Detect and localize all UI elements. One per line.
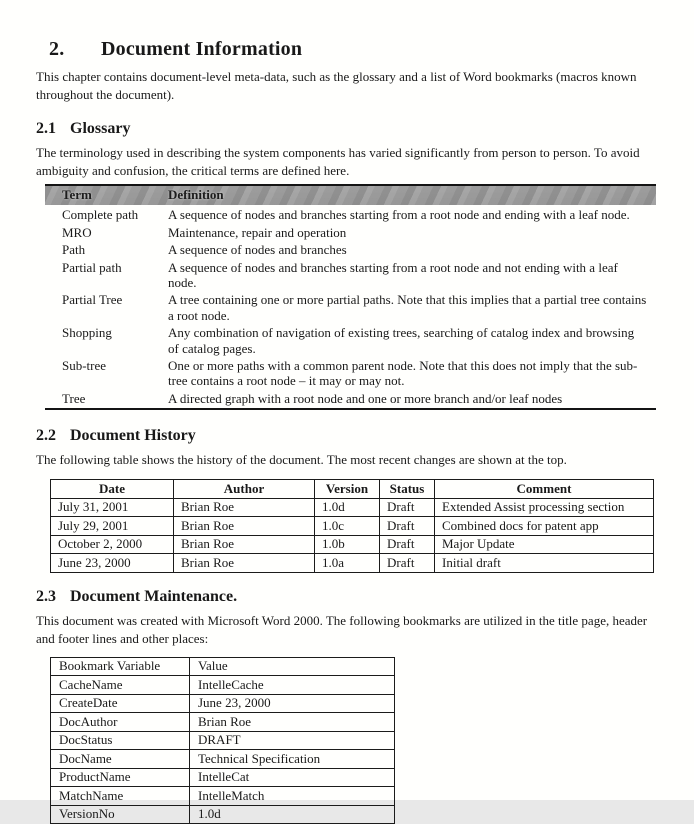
glossary-row bbox=[45, 391, 656, 406]
glossary-header-definition: Definition bbox=[168, 187, 224, 202]
bookmark-header-value: Value bbox=[190, 657, 395, 676]
glossary-definition: A directed graph with a root node and one or more branch and/or leaf nodes bbox=[168, 390, 563, 406]
glossary-definition: A sequence of nodes and branches starting from a root node and not ending with a leaf node. bbox=[168, 259, 618, 290]
history-status-cell: Draft bbox=[380, 554, 435, 573]
glossary-row bbox=[45, 358, 656, 389]
section-heading-document-information bbox=[49, 38, 658, 61]
table-row bbox=[51, 768, 395, 787]
glossary-row bbox=[45, 207, 656, 222]
bookmark-value-cell: IntelleMatch bbox=[190, 787, 395, 806]
glossary-intro-paragraph: The terminology used in describing the system components has varied significantly from person to person. To avoid ambiguity and confusion, the critical terms are defined here. bbox=[36, 145, 640, 178]
history-version-cell: 1.0b bbox=[315, 535, 380, 554]
glossary-row bbox=[45, 260, 656, 291]
section-title: Document Maintenance. bbox=[70, 587, 238, 605]
history-date-cell: June 23, 2000 bbox=[51, 554, 174, 573]
bookmark-variable-cell: ProductName bbox=[51, 768, 190, 787]
document-history-table bbox=[50, 479, 654, 573]
glossary-term: MRO bbox=[62, 224, 92, 240]
history-header-date: Date bbox=[51, 480, 174, 499]
history-version-cell: 1.0c bbox=[315, 517, 380, 536]
table-row bbox=[51, 676, 395, 695]
glossary-term: Partial path bbox=[62, 259, 122, 275]
history-author-cell: Brian Roe bbox=[174, 554, 315, 573]
table-row bbox=[51, 750, 395, 769]
table-header-row bbox=[51, 480, 654, 499]
glossary-row bbox=[45, 242, 656, 257]
section-heading-document-maintenance bbox=[36, 588, 658, 606]
bookmark-value-cell: 1.0d bbox=[190, 805, 395, 824]
history-author-cell: Brian Roe bbox=[174, 517, 315, 536]
section-title: Document History bbox=[70, 427, 196, 445]
section-number: 2.1 bbox=[36, 120, 56, 137]
section-heading-glossary bbox=[36, 120, 658, 138]
history-date-cell: July 31, 2001 bbox=[51, 498, 174, 517]
glossary-row bbox=[45, 292, 656, 323]
glossary-header-term: Term bbox=[62, 187, 92, 202]
bookmark-variable-cell: CacheName bbox=[51, 676, 190, 695]
bookmark-variable-cell: DocName bbox=[51, 750, 190, 769]
table-row bbox=[51, 805, 395, 824]
table-row bbox=[51, 694, 395, 713]
history-comment-cell: Extended Assist processing section bbox=[435, 498, 654, 517]
bookmark-value-cell: Technical Specification bbox=[190, 750, 395, 769]
section-title: Document Information bbox=[101, 38, 303, 60]
glossary-table bbox=[45, 184, 656, 410]
glossary-definition: A sequence of nodes and branches bbox=[168, 242, 347, 258]
bookmark-value-cell: Brian Roe bbox=[190, 713, 395, 732]
table-row bbox=[51, 713, 395, 732]
table-header-row bbox=[51, 657, 395, 676]
section-number: 2.3 bbox=[36, 587, 56, 605]
history-status-cell: Draft bbox=[380, 498, 435, 517]
bookmark-value-cell: IntelleCache bbox=[190, 676, 395, 695]
bookmark-value-cell: DRAFT bbox=[190, 731, 395, 750]
glossary-term: Tree bbox=[62, 390, 86, 406]
table-row bbox=[51, 517, 654, 536]
document-maintenance-paragraph: This document was created with Microsoft Word 2000. The following bookmarks are utilized in the title page, header and footer lines and other places: bbox=[36, 612, 648, 646]
glossary-term: Shopping bbox=[62, 325, 112, 341]
history-author-cell: Brian Roe bbox=[174, 498, 315, 517]
glossary-definition: A sequence of nodes and branches starting from a root node and ending with a leaf node. bbox=[168, 207, 630, 223]
history-status-cell: Draft bbox=[380, 535, 435, 554]
history-date-cell: October 2, 2000 bbox=[51, 535, 174, 554]
glossary-definition: A tree containing one or more partial paths. Note that this implies that a partial tree contains a root node. bbox=[168, 292, 647, 323]
glossary-term: Sub-tree bbox=[62, 357, 107, 373]
history-comment-cell: Initial draft bbox=[435, 554, 654, 573]
glossary-row bbox=[45, 325, 656, 356]
bookmark-variable-cell: DocAuthor bbox=[51, 713, 190, 732]
section-title: Glossary bbox=[70, 120, 131, 137]
glossary-table-header bbox=[45, 184, 656, 205]
section-heading-document-history bbox=[36, 427, 658, 445]
history-version-cell: 1.0a bbox=[315, 554, 380, 573]
bookmark-variable-cell: CreateDate bbox=[51, 694, 190, 713]
glossary-definition: Maintenance, repair and operation bbox=[168, 224, 347, 240]
history-header-status: Status bbox=[380, 480, 435, 499]
table-row bbox=[51, 731, 395, 750]
history-comment-cell: Major Update bbox=[435, 535, 654, 554]
table-row bbox=[51, 498, 654, 517]
history-status-cell: Draft bbox=[380, 517, 435, 536]
bookmark-value-cell: IntelleCat bbox=[190, 768, 395, 787]
bookmark-variable-cell: MatchName bbox=[51, 787, 190, 806]
history-date-cell: July 29, 2001 bbox=[51, 517, 174, 536]
section-number: 2.2 bbox=[36, 427, 56, 445]
document-history-paragraph: The following table shows the history of the document. The most recent changes are shown at the top. bbox=[36, 452, 567, 468]
bookmark-header-variable: Bookmark Variable bbox=[51, 657, 190, 676]
section-number: 2. bbox=[49, 38, 65, 60]
bookmark-variable-cell: DocStatus bbox=[51, 731, 190, 750]
bookmark-value-cell: June 23, 2000 bbox=[190, 694, 395, 713]
glossary-definition: Any combination of navigation of existing trees, searching of catalog index and browsing of catalog pages. bbox=[168, 325, 635, 356]
history-header-version: Version bbox=[315, 480, 380, 499]
history-header-comment: Comment bbox=[435, 480, 654, 499]
history-author-cell: Brian Roe bbox=[174, 535, 315, 554]
glossary-term: Complete path bbox=[62, 207, 139, 223]
glossary-term: Partial Tree bbox=[62, 292, 123, 308]
document-information-paragraph: This chapter contains document-level meta-data, such as the glossary and a list of Word bookmarks (macros known throughout the document). bbox=[36, 69, 637, 102]
table-row bbox=[51, 535, 654, 554]
bookmark-table bbox=[50, 657, 395, 824]
glossary-term: Path bbox=[62, 242, 86, 258]
glossary-definition: One or more paths with a common parent node. Note that this does not imply that the sub-tree contains a root node – it may or may not. bbox=[168, 357, 638, 389]
history-header-author: Author bbox=[174, 480, 315, 499]
table-row bbox=[51, 554, 654, 573]
history-version-cell: 1.0d bbox=[315, 498, 380, 517]
bookmark-variable-cell: VersionNo bbox=[51, 805, 190, 824]
history-comment-cell: Combined docs for patent app bbox=[435, 517, 654, 536]
glossary-row bbox=[45, 225, 656, 240]
table-row bbox=[51, 787, 395, 806]
